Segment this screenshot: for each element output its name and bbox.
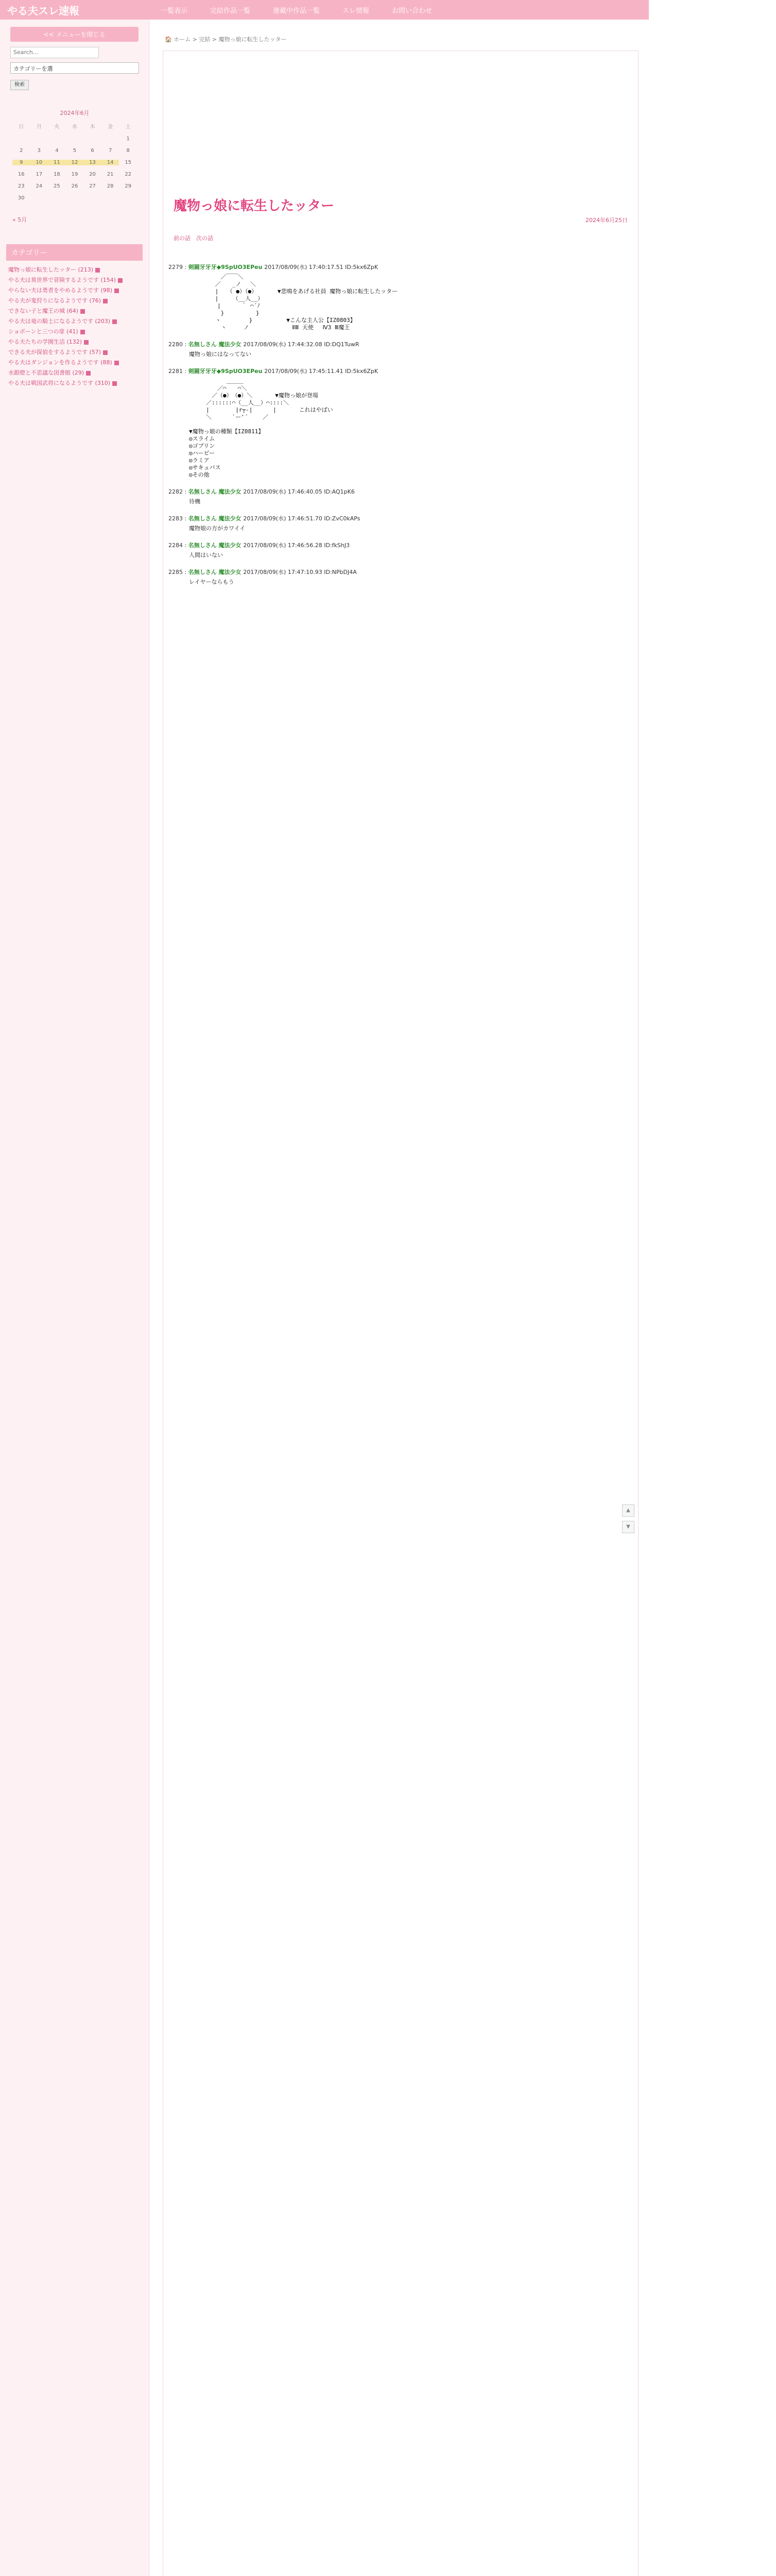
calendar-day[interactable]: 7 (108, 148, 112, 154)
post-author: 名無しさん 魔法少女 (188, 515, 244, 522)
category-label: できない子と魔王の城 (64) (8, 308, 79, 314)
calendar (12, 109, 137, 201)
category-list (8, 266, 141, 387)
post (168, 515, 632, 532)
sidebar (0, 20, 149, 2576)
article (163, 50, 639, 2576)
plus-icon[interactable] (80, 309, 85, 314)
post-header (168, 263, 632, 272)
scroll-down-button[interactable]: ▼ (622, 1521, 634, 1533)
post-id: ID:5kx6ZpK (345, 264, 378, 270)
search-input[interactable]: Search... (10, 47, 99, 58)
calendar-day[interactable]: 22 (125, 172, 132, 177)
calendar-day (30, 195, 48, 201)
post-date: 2017/08/09(水) 17:40:17.51 (264, 264, 346, 270)
calendar-day[interactable]: 23 (18, 183, 25, 189)
nav-item[interactable]: スレ情報 (342, 7, 370, 15)
plus-icon[interactable] (118, 278, 123, 283)
category-section-title: カテゴリー (6, 244, 143, 261)
calendar-day[interactable]: 3 (37, 148, 41, 154)
category-select[interactable]: カテゴリーを選 (10, 62, 139, 74)
calendar-dow: 日 (19, 124, 24, 130)
prev-month-link[interactable]: « 5月 (12, 216, 27, 223)
scroll-up-button[interactable]: ▲ (622, 1504, 634, 1517)
calendar-dow: 水 (72, 124, 77, 130)
post (168, 367, 632, 479)
breadcrumb[interactable]: 🏠 ホーム > 完結 > 魔物っ娘に転生したッター (165, 36, 287, 43)
post (168, 341, 632, 358)
calendar-day[interactable]: 29 (125, 183, 132, 189)
calendar-day[interactable]: 6 (91, 148, 94, 154)
plus-icon[interactable] (84, 340, 89, 345)
plus-icon[interactable] (103, 299, 108, 303)
post-header (168, 515, 632, 523)
post-author: 名無しさん 魔法少女 (188, 542, 244, 549)
calendar-day[interactable]: 27 (89, 183, 96, 189)
post (168, 568, 632, 586)
calendar-day[interactable]: 17 (36, 172, 43, 177)
category-label: やらない夫は勇者をやめるようです (98) (8, 287, 113, 294)
post-id: ID:5kx6ZpK (345, 368, 378, 375)
plus-icon[interactable] (112, 381, 117, 386)
calendar-day[interactable]: 20 (89, 172, 96, 177)
plus-icon[interactable] (95, 268, 100, 273)
calendar-day (66, 195, 84, 201)
calendar-day[interactable]: 24 (36, 183, 43, 189)
post-author: 剣闘牙牙牙◆9SpUO3EPeu (188, 368, 265, 375)
post-id: ID:ZvC0kAPs (324, 515, 360, 522)
post (168, 263, 632, 331)
plus-icon[interactable] (114, 361, 119, 365)
calendar-dow: 月 (36, 124, 42, 130)
calendar-day[interactable]: 9 (12, 160, 30, 165)
post-body: ＿＿＿ ／⌒ ⌒＼ ／（●） （●）＼ ▼魔物っ娘が登場 ／::::::⌒（__人__）⌒::::＼ | |r┬-| | これはやばい ＼ `ー'´ ／ ▼魔物っ娘の種類【IZ0811】 ◎スライム ◎ゴブリン ◎ハーピー ◎ラミア ◎サキュバス ◎その他 (189, 378, 333, 478)
post (168, 488, 632, 505)
post-date: 2017/08/09(水) 17:46:51.70 (243, 515, 324, 522)
calendar-day[interactable]: 10 (30, 160, 48, 165)
category-item[interactable] (8, 286, 141, 295)
article-date: 2024年6月25日 (585, 217, 628, 224)
category-label: やる夫たちの学園生活 (132) (8, 338, 82, 345)
top-header (0, 0, 649, 20)
search-button[interactable]: 検索 (10, 80, 29, 90)
category-item[interactable] (8, 328, 141, 336)
calendar-day[interactable]: 4 (55, 148, 59, 154)
post-body: レイヤーならもう (189, 579, 234, 585)
calendar-dow: 火 (54, 124, 60, 130)
article-nav-links[interactable]: 前の話 次の話 (174, 235, 213, 242)
plus-icon[interactable] (114, 289, 119, 293)
calendar-day[interactable]: 19 (71, 172, 78, 177)
nav-item[interactable]: 連載中作品一覧 (273, 7, 320, 15)
calendar-day[interactable]: 14 (101, 160, 119, 165)
post-number[interactable]: 2282 : (168, 488, 188, 495)
calendar-day (83, 195, 101, 201)
calendar-day (30, 136, 48, 142)
calendar-day (83, 136, 101, 142)
post-date: 2017/08/09(水) 17:46:56.28 (243, 542, 324, 549)
calendar-day[interactable]: 1 (126, 136, 130, 142)
calendar-day (66, 136, 84, 142)
post-date: 2017/08/09(水) 17:46:40.05 (243, 488, 324, 495)
nav-item[interactable]: 一覧表示 (161, 7, 188, 15)
post-body: 魔物っ娘にはなってない (189, 351, 251, 358)
category-item[interactable] (8, 338, 141, 346)
post-date: 2017/08/09(水) 17:44:32.08 (243, 341, 324, 348)
category-item[interactable] (8, 297, 141, 305)
calendar-day (101, 195, 119, 201)
post-body: 魔物娘の方がカワイイ (189, 525, 246, 532)
category-item[interactable] (8, 359, 141, 367)
post-id: ID:NPbDJ4A (324, 569, 357, 575)
calendar-day[interactable]: 8 (126, 148, 130, 154)
category-label: 水銀燈と不思議な図書館 (29) (8, 369, 84, 376)
calendar-day[interactable]: 11 (48, 160, 66, 165)
calendar-day (119, 195, 137, 201)
category-label: 魔物っ娘に転生したッター (213) (8, 266, 94, 273)
calendar-day[interactable]: 26 (71, 183, 78, 189)
post-author: 名無しさん 魔法少女 (188, 569, 244, 575)
post-author: 剣闘牙牙牙◆9SpUO3EPeu (188, 264, 265, 270)
calendar-day[interactable]: 30 (18, 195, 25, 201)
post-header (168, 367, 632, 376)
post-header (168, 488, 632, 496)
post-body: 待機 (189, 498, 200, 505)
post (168, 541, 632, 559)
post-header (168, 568, 632, 577)
category-label: やる夫は戦国武将になるようです (310) (8, 380, 111, 386)
post-number[interactable]: 2280 : (168, 341, 188, 348)
post-body: 人間はいない (189, 552, 223, 558)
calendar-day[interactable]: 28 (107, 183, 114, 189)
post-list (168, 263, 632, 595)
calendar-day[interactable]: 5 (73, 148, 77, 154)
calendar-title: 2024年6月 (60, 110, 90, 116)
plus-icon[interactable] (112, 319, 117, 324)
plus-icon[interactable] (103, 350, 108, 355)
article-title: 魔物っ娘に転生したッター (174, 198, 335, 214)
calendar-day (48, 136, 66, 142)
calendar-day[interactable]: 12 (66, 160, 84, 165)
calendar-dow: 木 (90, 124, 95, 130)
category-item[interactable] (8, 307, 141, 315)
category-label: できる夫が探偵をするようです (57) (8, 349, 101, 355)
calendar-grid (12, 122, 137, 201)
category-item[interactable] (8, 379, 141, 387)
category-label: ショボーンと三つの扉 (41) (8, 328, 78, 335)
calendar-day (48, 195, 66, 201)
post-id: ID:DQ1TuwR (324, 341, 359, 348)
calendar-day (101, 136, 119, 142)
category-item[interactable] (8, 317, 141, 326)
main-content (154, 20, 644, 2576)
category-item[interactable] (8, 348, 141, 357)
post-author: 名無しさん 魔法少女 (188, 488, 244, 495)
category-label: やる夫が鬼狩りになるようです (76) (8, 297, 101, 304)
category-label: やる夫はダンジョンを作るようです (88) (8, 359, 112, 366)
category-item[interactable] (8, 276, 141, 284)
calendar-day[interactable]: 18 (54, 172, 60, 177)
post-number[interactable]: 2285 : (168, 569, 188, 575)
category-label: やる夫は異世界で冒険するようです (154) (8, 277, 116, 283)
calendar-day[interactable]: 2 (20, 148, 23, 154)
post-body: ／￣￣＼ ／ _ノ ＼ | （ ●）（●） ▼悲鳴をあげる社員 魔物っ娘に転生したッター | （__人__） | ｀ ⌒´ﾉ } } ヽ } ▼こんな主人公【IZ0803】 ヽ ノ ⅡⅢ 天使 Ⅳ3 Ⅲ魔王 (215, 274, 398, 331)
post-header (168, 341, 632, 349)
calendar-dow: 土 (125, 124, 131, 130)
plus-icon[interactable] (80, 330, 85, 334)
category-item[interactable] (8, 369, 141, 377)
calendar-day[interactable]: 16 (18, 172, 25, 177)
calendar-day[interactable]: 21 (107, 172, 114, 177)
calendar-day[interactable]: 25 (54, 183, 60, 189)
post-id: ID:fkShJ3 (324, 542, 350, 549)
post-author: 名無しさん 魔法少女 (188, 341, 244, 348)
post-date: 2017/08/09(水) 17:45:11.41 (264, 368, 346, 375)
close-menu-button[interactable]: << メニューを閉じる (10, 27, 139, 42)
site-title[interactable]: やる夫スレ速報 (7, 4, 79, 17)
post-number[interactable]: 2279 : (168, 264, 188, 270)
post-number[interactable]: 2281 : (168, 368, 188, 375)
calendar-dow: 金 (108, 124, 113, 130)
category-label: やる夫は竜の騎士になるようです (203) (8, 318, 111, 325)
plus-icon[interactable] (86, 371, 91, 376)
post-date: 2017/08/09(水) 17:47:10.93 (243, 569, 324, 575)
nav-item[interactable]: お問い合わせ (392, 7, 433, 15)
top-nav (149, 5, 443, 15)
calendar-day[interactable]: 15 (125, 160, 132, 165)
nav-item[interactable]: 完結作品一覧 (210, 7, 251, 15)
calendar-day (12, 136, 30, 142)
post-id: ID:AQ1pK6 (324, 488, 355, 495)
calendar-day[interactable]: 13 (83, 160, 101, 165)
post-header (168, 541, 632, 550)
post-number[interactable]: 2283 : (168, 515, 188, 522)
post-number[interactable]: 2284 : (168, 542, 188, 549)
category-item[interactable] (8, 266, 141, 274)
